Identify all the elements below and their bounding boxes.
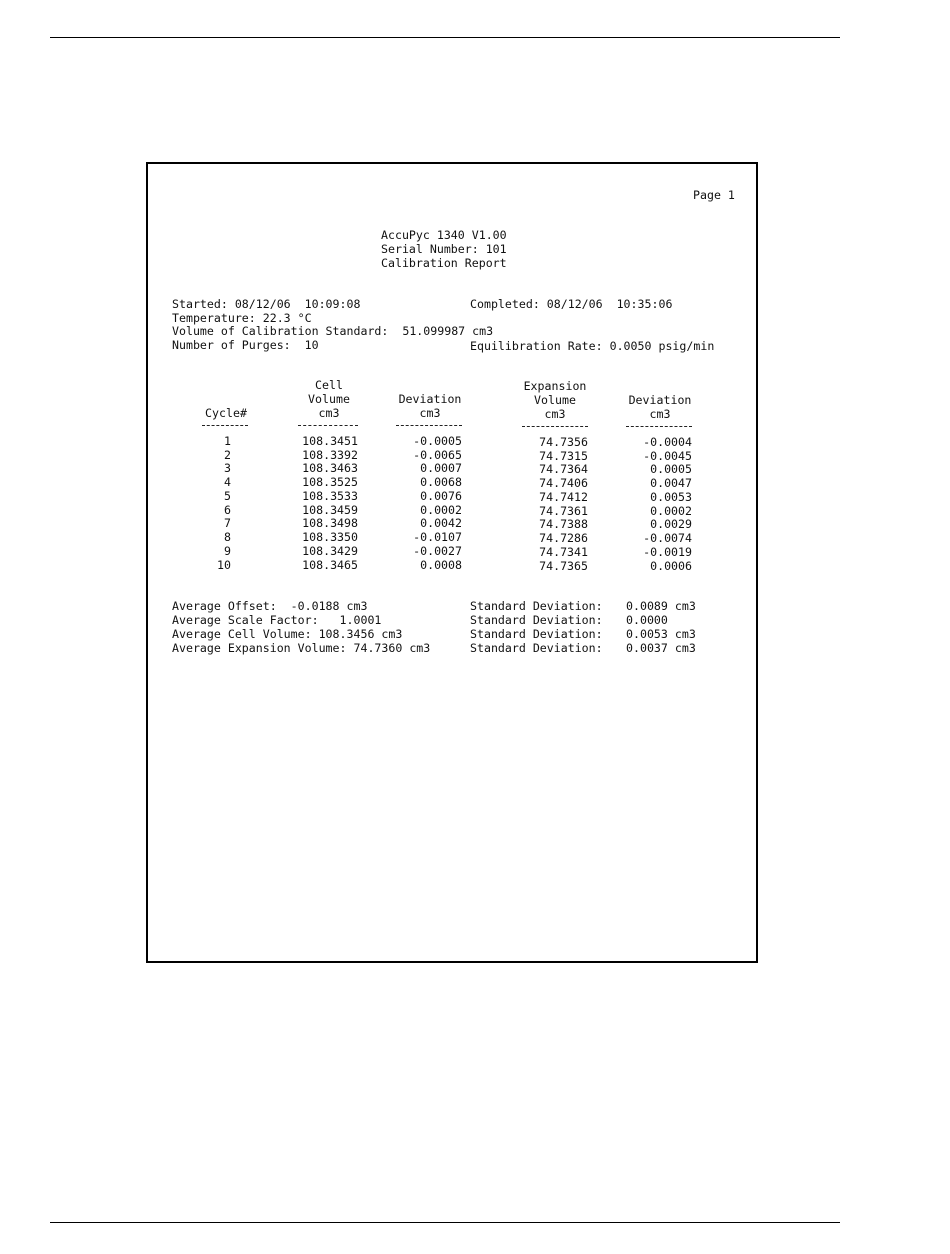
cycle-cell: 10 bbox=[217, 558, 231, 572]
page-label: Page 1 bbox=[693, 188, 735, 202]
average-offset: Average Offset: -0.0188 cm3 bbox=[172, 599, 368, 613]
header-dev2-1: Deviation bbox=[628, 393, 692, 407]
cycle-cell: 7 bbox=[224, 516, 231, 530]
sd-value: 0.0053 cm3 bbox=[626, 627, 696, 641]
expansion-deviation-cell: -0.0004 bbox=[643, 435, 692, 449]
expansion-deviation-cell: 0.0002 bbox=[650, 504, 692, 518]
deviation-cell: 0.0068 bbox=[420, 475, 462, 489]
calibration-report bbox=[146, 162, 758, 963]
sd-label: Standard Deviation: bbox=[470, 613, 603, 627]
expansion-deviation-cell: -0.0074 bbox=[643, 531, 692, 545]
cell-volume-cell: 108.3392 bbox=[302, 448, 358, 462]
sd-label: Standard Deviation: bbox=[470, 627, 603, 641]
number-of-purges: Number of Purges: 10 bbox=[172, 338, 319, 352]
report-title-line-3: Calibration Report bbox=[381, 256, 507, 270]
cell-volume-cell: 108.3459 bbox=[302, 503, 358, 517]
deviation-cell: 0.0042 bbox=[420, 516, 462, 530]
cycle-cell: 1 bbox=[224, 434, 231, 448]
separator-dev2 bbox=[626, 426, 692, 427]
completed-time: Completed: 08/12/06 10:35:06 bbox=[470, 297, 673, 311]
cell-volume-cell: 108.3498 bbox=[302, 516, 358, 530]
expansion-deviation-cell: 0.0029 bbox=[650, 517, 692, 531]
expansion-deviation-cell: 0.0047 bbox=[650, 476, 692, 490]
cell-volume-cell: 108.3525 bbox=[302, 475, 358, 489]
report-title-line-2: Serial Number: 101 bbox=[381, 242, 507, 256]
expansion-deviation-cell: 0.0053 bbox=[650, 490, 692, 504]
cycle-cell: 2 bbox=[224, 448, 231, 462]
deviation-cell: -0.0005 bbox=[413, 434, 462, 448]
report-title-line-1: AccuPyc 1340 V1.00 bbox=[381, 228, 507, 242]
cycle-cell: 6 bbox=[224, 503, 231, 517]
cell-volume-cell: 108.3463 bbox=[302, 461, 358, 475]
sd-label: Standard Deviation: bbox=[470, 641, 603, 655]
average-scale-factor: Average Scale Factor: 1.0001 bbox=[172, 613, 382, 627]
cycle-cell: 4 bbox=[224, 475, 231, 489]
header-cell-3: cm3 bbox=[318, 406, 340, 420]
started-time: Started: 08/12/06 10:09:08 bbox=[172, 297, 361, 311]
average-cell-volume: Average Cell Volume: 108.3456 cm3 bbox=[172, 627, 403, 641]
equilibration-rate: Equilibration Rate: 0.0050 psig/min bbox=[470, 339, 715, 353]
header-exp-1: Expansion bbox=[523, 379, 587, 393]
sd-value: 0.0000 bbox=[626, 613, 668, 627]
bottom-rule bbox=[50, 1222, 840, 1223]
cycle-cell: 9 bbox=[224, 544, 231, 558]
header-cell-1: Cell bbox=[315, 378, 343, 392]
separator-cycle bbox=[202, 425, 248, 426]
average-expansion-volume: Average Expansion Volume: 74.7360 cm3 bbox=[172, 641, 431, 655]
expansion-volume-cell: 74.7361 bbox=[539, 504, 588, 518]
cycle-cell: 3 bbox=[224, 461, 231, 475]
cell-volume-cell: 108.3429 bbox=[302, 544, 358, 558]
deviation-cell: 0.0007 bbox=[420, 461, 462, 475]
expansion-volume-cell: 74.7364 bbox=[539, 462, 588, 476]
top-rule bbox=[50, 37, 840, 38]
expansion-volume-cell: 74.7406 bbox=[539, 476, 588, 490]
cell-volume-cell: 108.3533 bbox=[302, 489, 358, 503]
header-cycle: Cycle# bbox=[205, 406, 247, 420]
header-dev1-2: cm3 bbox=[419, 406, 441, 420]
deviation-cell: 0.0076 bbox=[420, 489, 462, 503]
expansion-volume-cell: 74.7388 bbox=[539, 517, 588, 531]
expansion-volume-cell: 74.7315 bbox=[539, 449, 588, 463]
cycle-cell: 8 bbox=[224, 530, 231, 544]
expansion-volume-cell: 74.7286 bbox=[539, 531, 588, 545]
sd-label: Standard Deviation: bbox=[470, 599, 603, 613]
expansion-volume-cell: 74.7341 bbox=[539, 545, 588, 559]
separator-exp bbox=[522, 426, 588, 427]
header-dev1-1: Deviation bbox=[398, 392, 462, 406]
deviation-cell: -0.0107 bbox=[413, 530, 462, 544]
header-dev2-2: cm3 bbox=[649, 407, 671, 421]
deviation-cell: -0.0027 bbox=[413, 544, 462, 558]
expansion-deviation-cell: -0.0019 bbox=[643, 545, 692, 559]
header-exp-3: cm3 bbox=[544, 407, 566, 421]
calibration-standard-volume: Volume of Calibration Standard: 51.099987 cm3 bbox=[172, 324, 494, 338]
deviation-cell: 0.0008 bbox=[420, 558, 462, 572]
cell-volume-cell: 108.3465 bbox=[302, 558, 358, 572]
deviation-cell: 0.0002 bbox=[420, 503, 462, 517]
cell-volume-cell: 108.3350 bbox=[302, 530, 358, 544]
header-cell-2: Volume bbox=[308, 392, 350, 406]
header-exp-2: Volume bbox=[534, 393, 576, 407]
sd-value: 0.0037 cm3 bbox=[626, 641, 696, 655]
cell-volume-cell: 108.3451 bbox=[302, 434, 358, 448]
expansion-volume-cell: 74.7412 bbox=[539, 490, 588, 504]
deviation-cell: -0.0065 bbox=[413, 448, 462, 462]
expansion-deviation-cell: 0.0005 bbox=[650, 462, 692, 476]
separator-dev1 bbox=[396, 425, 462, 426]
expansion-deviation-cell: -0.0045 bbox=[643, 449, 692, 463]
temperature: Temperature: 22.3 °C bbox=[172, 311, 312, 325]
expansion-volume-cell: 74.7356 bbox=[539, 435, 588, 449]
separator-cell bbox=[298, 425, 358, 426]
expansion-deviation-cell: 0.0006 bbox=[650, 559, 692, 573]
sd-value: 0.0089 cm3 bbox=[626, 599, 696, 613]
expansion-volume-cell: 74.7365 bbox=[539, 559, 588, 573]
cycle-cell: 5 bbox=[224, 489, 231, 503]
